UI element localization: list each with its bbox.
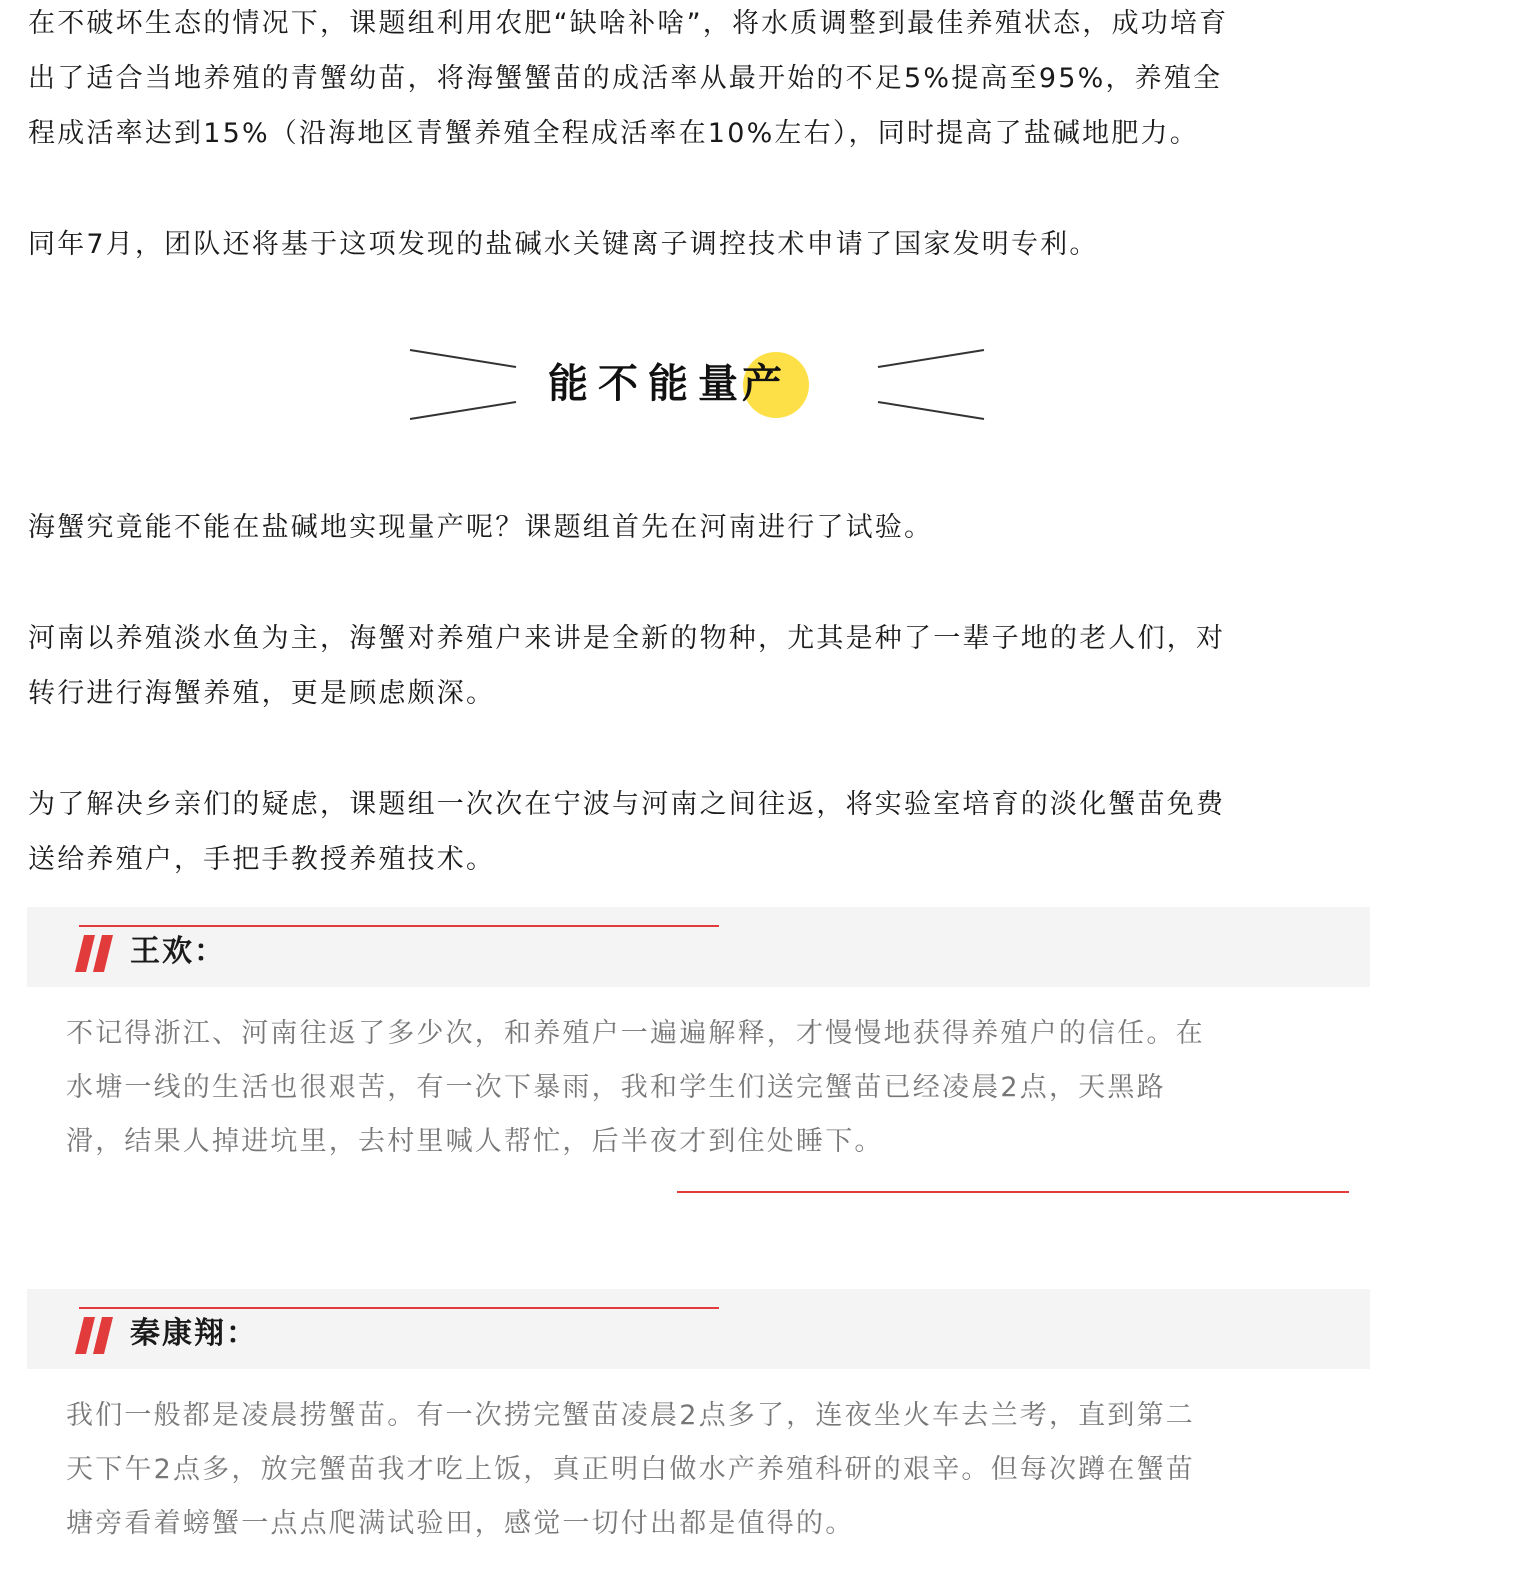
quote-line: 塘旁看着螃蟹一点点爬满试验田，感觉一切付出都是值得的。 (66, 1508, 855, 1539)
paragraph-1 (28, 0, 1373, 161)
quote-body (66, 1007, 1336, 1169)
paragraph-line: 转行进行海蟹养殖，更是顾虑颇深。 (28, 678, 496, 709)
paragraph-line: 为了解决乡亲们的疑虑，课题组一次次在宁波与河南之间往返，将实验室培育的淡化蟹苗免费 (28, 789, 1226, 820)
section-heading (400, 340, 1000, 430)
quote-mark-icon (75, 935, 115, 975)
quote-bottom-rule (677, 1191, 1349, 1193)
paragraph-line: 在不破坏生态的情况下，课题组利用农肥“缺啥补啥”，将水质调整到最佳养殖状态，成功培育 (28, 8, 1229, 39)
quote-line: 水塘一线的生活也很艰苦，有一次下暴雨，我和学生们送完蟹苗已经凌晨2点，天黑路 (66, 1072, 1166, 1103)
section-title: 能不能量 (548, 361, 748, 407)
paragraph-4 (28, 611, 1373, 721)
quote-mark-icon (75, 1317, 115, 1357)
quote-line: 我们一般都是凌晨捞蟹苗。有一次捞完蟹苗凌晨2点多了，连夜坐火车去兰考，直到第二 (66, 1400, 1195, 1431)
paragraph-line: 同年7月，团队还将基于这项发现的盐碱水关键离子调控技术申请了国家发明专利。 (28, 229, 1099, 260)
paragraph-line: 海蟹究竟能不能在盐碱地实现量产呢？课题组首先在河南进行了试验。 (28, 512, 934, 543)
paragraph-3 (28, 500, 1373, 555)
quote-speaker: 秦康翔： (130, 1316, 258, 1351)
quote-line: 天下午2点多，放完蟹苗我才吃上饭，真正明白做水产养殖科研的艰辛。但每次蹲在蟹苗 (66, 1454, 1195, 1485)
paragraph-line: 出了适合当地养殖的青蟹幼苗，将海蟹蟹苗的成活率从最开始的不足5%提高至95%，养殖全 (28, 63, 1223, 94)
quote-header (27, 907, 1370, 987)
quote-body (66, 1389, 1336, 1551)
paragraph-line: 程成活率达到15%（沿海地区青蟹养殖全程成活率在10%左右），同时提高了盐碱地肥力。 (28, 118, 1199, 149)
quote-speaker: 王欢： (130, 934, 226, 969)
paragraph-2 (28, 217, 1373, 272)
paragraph-line: 河南以养殖淡水鱼为主，海蟹对养殖户来讲是全新的物种，尤其是种了一辈子地的老人们，对 (28, 623, 1226, 654)
section-title-highlight: 产 (742, 361, 782, 407)
quote-top-rule (79, 1307, 719, 1309)
quote-line: 滑，结果人掉进坑里，去村里喊人帮忙，后半夜才到住处睡下。 (66, 1126, 884, 1157)
quote-line: 不记得浙江、河南往返了多少次，和养殖户一遍遍解释，才慢慢地获得养殖户的信任。在 (66, 1018, 1205, 1049)
quote-header (27, 1289, 1370, 1369)
quote-top-rule (79, 925, 719, 927)
paragraph-5 (28, 777, 1373, 887)
paragraph-line: 送给养殖户，手把手教授养殖技术。 (28, 844, 496, 875)
